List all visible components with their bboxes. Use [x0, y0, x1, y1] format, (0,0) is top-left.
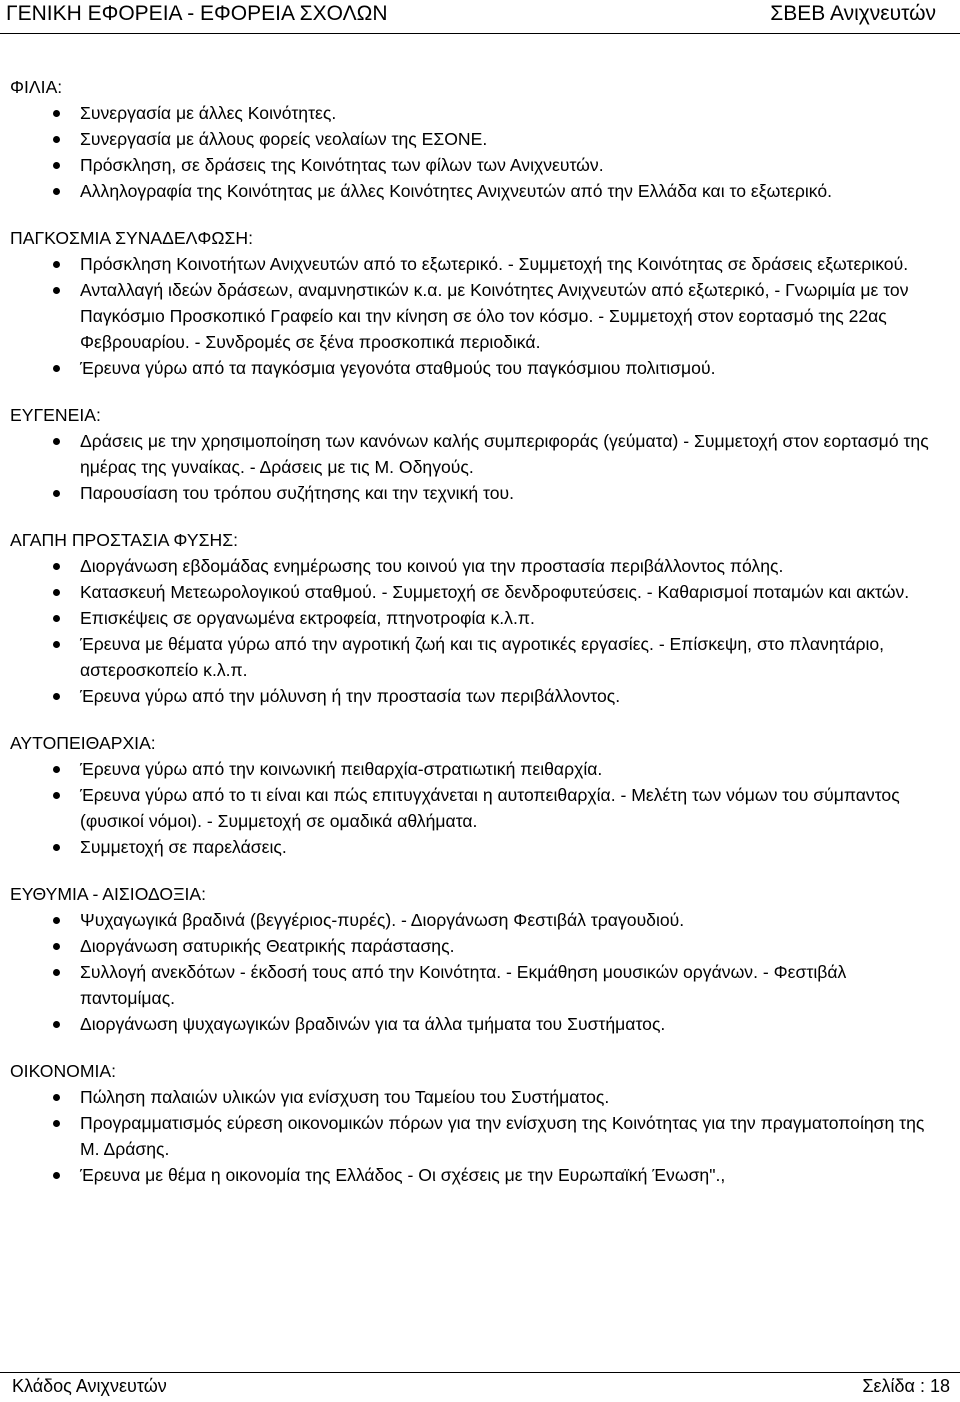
- footer-page-number: Σελίδα : 18: [862, 1376, 950, 1396]
- section: [10, 225, 945, 381]
- page-footer: [0, 1372, 960, 1402]
- list-item: [10, 683, 945, 709]
- bullet-icon: [53, 110, 60, 117]
- bullet-icon: [53, 162, 60, 169]
- list-item-text: Συλλογή ανεκδότων - έκδοσή τους από την Κοινότητα. - Εκμάθηση μουσικών οργάνων. - Φεστιβάλ παντομίμας.: [80, 962, 847, 1008]
- bullet-icon: [53, 615, 60, 622]
- list-item-text: Παρουσίαση του τρόπου συζήτησης και την τεχνική του.: [80, 483, 515, 503]
- bullet-icon: [53, 188, 60, 195]
- list-item: [10, 579, 945, 605]
- list-item-text: Διοργάνωση εβδομάδας ενημέρωσης του κοινού για την προστασία περιβάλλοντος πόλης.: [80, 556, 784, 576]
- list-item-text: Έρευνα γύρω από την μόλυνση ή την προστασία των περιβάλλοντος.: [80, 686, 621, 706]
- section: [10, 1058, 945, 1188]
- bullet-icon: [53, 287, 60, 294]
- bullet-icon: [53, 438, 60, 445]
- bullet-icon: [53, 943, 60, 950]
- bullet-icon: [53, 1172, 60, 1179]
- section-heading: ΟΙΚΟΝΟΜΙΑ:: [10, 1061, 117, 1081]
- bullet-icon: [53, 1094, 60, 1101]
- list-item: [10, 782, 945, 834]
- bullet-icon: [53, 490, 60, 497]
- bullet-list: [10, 553, 945, 709]
- section: [10, 527, 945, 709]
- list-item: [10, 605, 945, 631]
- section-heading: ΠΑΓΚΟΣΜΙΑ ΣΥΝΑΔΕΛΦΩΣΗ:: [10, 228, 254, 248]
- list-item-text: Έρευνα γύρω από το τι είναι και πώς επιτυγχάνεται η αυτοπειθαρχία. - Μελέτη των νόμων του σύμπαντος (φυσικοί νόμοι). - Συμμετοχή σε ομαδικά αθλήματα.: [80, 785, 900, 831]
- bullet-icon: [53, 365, 60, 372]
- bullet-icon: [53, 766, 60, 773]
- header-left-title: ΓΕΝΙΚΗ ΕΦΟΡΕΙΑ - ΕΦΟΡΕΙΑ ΣΧΟΛΩΝ: [6, 2, 388, 25]
- list-item-text: Συνεργασία με άλλους φορείς νεολαίων της ΕΣΟΝΕ.: [80, 129, 488, 149]
- list-item-text: Επισκέψεις σε οργανωμένα εκτροφεία, πτηνοτροφία κ.λ.π.: [80, 608, 535, 628]
- bullet-list: [10, 1084, 945, 1188]
- bullet-icon: [53, 589, 60, 596]
- header-right-title: ΣΒΕΒ Ανιχνευτών: [770, 2, 936, 25]
- bullet-icon: [53, 136, 60, 143]
- bullet-icon: [53, 917, 60, 924]
- list-item-text: Έρευνα με θέμα η οικονομία της Ελλάδος - Οι σχέσεις με την Ευρωπαϊκή Ένωση".,: [80, 1165, 726, 1185]
- list-item: [10, 1011, 945, 1037]
- list-item-text: Προγραμματισμός εύρεση οικονομικών πόρων για την ενίσχυση της Κοινότητας για την πραγματοποίηση της Μ. Δράσης.: [80, 1113, 925, 1159]
- list-item: [10, 834, 945, 860]
- list-item: [10, 933, 945, 959]
- bullet-icon: [53, 641, 60, 648]
- document-body: [10, 74, 945, 1188]
- list-item: [10, 1110, 945, 1162]
- list-item: [10, 355, 945, 381]
- list-item-text: Αλληλογραφία της Κοινότητας με άλλες Κοινότητες Ανιχνευτών από την Ελλάδα και το εξωτερικό.: [80, 181, 833, 201]
- section-heading: ΑΓΑΠΗ ΠΡΟΣΤΑΣΙΑ ΦΥΣΗΣ:: [10, 530, 238, 550]
- list-item: [10, 907, 945, 933]
- list-item: [10, 959, 945, 1011]
- list-item: [10, 428, 945, 480]
- list-item-text: Συνεργασία με άλλες Κοινότητες.: [80, 103, 337, 123]
- page-header: [0, 0, 960, 34]
- bullet-icon: [53, 563, 60, 570]
- list-item-text: Έρευνα γύρω από την κοινωνική πειθαρχία-στρατιωτική πειθαρχία.: [80, 759, 603, 779]
- list-item-text: Δράσεις με την χρησιμοποίηση των κανόνων καλής συμπεριφοράς (γεύματα) - Συμμετοχή στον εορτασμό της ημέρας της γυναίκας. - Δράσεις με τις Μ. Οδηγούς.: [80, 431, 929, 477]
- list-item-text: Ανταλλαγή ιδεών δράσεων, αναμνηστικών κ.α. με Κοινότητες Ανιχνευτών από εξωτερικό, - Γνωριμία με τον Παγκόσμιο Προσκοπικό Γραφείο και την κίνηση σε όλο τον κόσμο. - Συμμετοχή στον εορτασμό της 22ας Φεβρουαρίου. - Συνδρομές σε ξένα προσκοπικά περιοδικά.: [80, 280, 909, 352]
- bullet-icon: [53, 693, 60, 700]
- list-item: [10, 631, 945, 683]
- list-item-text: Ψυχαγωγικά βραδινά (βεγγέριος-πυρές). - Διοργάνωση Φεστιβάλ τραγουδιού.: [80, 910, 685, 930]
- list-item-text: Διοργάνωση σατυρικής Θεατρικής παράστασης.: [80, 936, 455, 956]
- list-item: [10, 553, 945, 579]
- bullet-icon: [53, 792, 60, 799]
- bullet-icon: [53, 1120, 60, 1127]
- section-heading: ΦΙΛΙΑ:: [10, 77, 63, 97]
- list-item-text: Πρόσκληση, σε δράσεις της Κοινότητας των φίλων των Ανιχνευτών.: [80, 155, 604, 175]
- section-heading: ΕΥΘΥΜΙΑ - ΑΙΣΙΟΔΟΞΙΑ:: [10, 884, 207, 904]
- bullet-icon: [53, 261, 60, 268]
- bullet-list: [10, 907, 945, 1037]
- bullet-list: [10, 756, 945, 860]
- list-item: [10, 251, 945, 277]
- list-item: [10, 480, 945, 506]
- section: [10, 402, 945, 506]
- list-item-text: Κατασκευή Μετεωρολογικού σταθμού. - Συμμετοχή σε δενδροφυτεύσεις. - Καθαρισμοί ποταμών και ακτών.: [80, 582, 910, 602]
- list-item: [10, 756, 945, 782]
- bullet-list: [10, 428, 945, 506]
- list-item: [10, 152, 945, 178]
- list-item: [10, 277, 945, 355]
- list-item-text: Διοργάνωση ψυχαγωγικών βραδινών για τα άλλα τμήματα του Συστήματος.: [80, 1014, 666, 1034]
- list-item: [10, 126, 945, 152]
- bullet-list: [10, 251, 945, 381]
- list-item: [10, 1162, 945, 1188]
- section: [10, 881, 945, 1037]
- list-item: [10, 178, 945, 204]
- list-item-text: Έρευνα γύρω από τα παγκόσμια γεγονότα σταθμούς του παγκόσμιου πολιτισμού.: [80, 358, 716, 378]
- list-item-text: Πρόσκληση Κοινοτήτων Ανιχνευτών από το εξωτερικό. - Συμμετοχή της Κοινότητας σε δράσεις εξωτερικού.: [80, 254, 909, 274]
- footer-branch-name: Κλάδος Ανιχνευτών: [12, 1376, 167, 1396]
- list-item: [10, 1084, 945, 1110]
- bullet-list: [10, 100, 945, 204]
- section: [10, 74, 945, 204]
- section-heading: ΕΥΓΕΝΕΙΑ:: [10, 405, 101, 425]
- bullet-icon: [53, 1021, 60, 1028]
- section-heading: ΑΥΤΟΠΕΙΘΑΡΧΙΑ:: [10, 733, 156, 753]
- list-item: [10, 100, 945, 126]
- list-item-text: Συμμετοχή σε παρελάσεις.: [80, 837, 287, 857]
- section: [10, 730, 945, 860]
- bullet-icon: [53, 969, 60, 976]
- bullet-icon: [53, 844, 60, 851]
- list-item-text: Πώληση παλαιών υλικών για ενίσχυση του Ταμείου του Συστήματος.: [80, 1087, 610, 1107]
- list-item-text: Έρευνα με θέματα γύρω από την αγροτική ζωή και τις αγροτικές εργασίες. - Επίσκεψη, στο πλανητάριο, αστεροσκοπείο κ.λ.π.: [80, 634, 885, 680]
